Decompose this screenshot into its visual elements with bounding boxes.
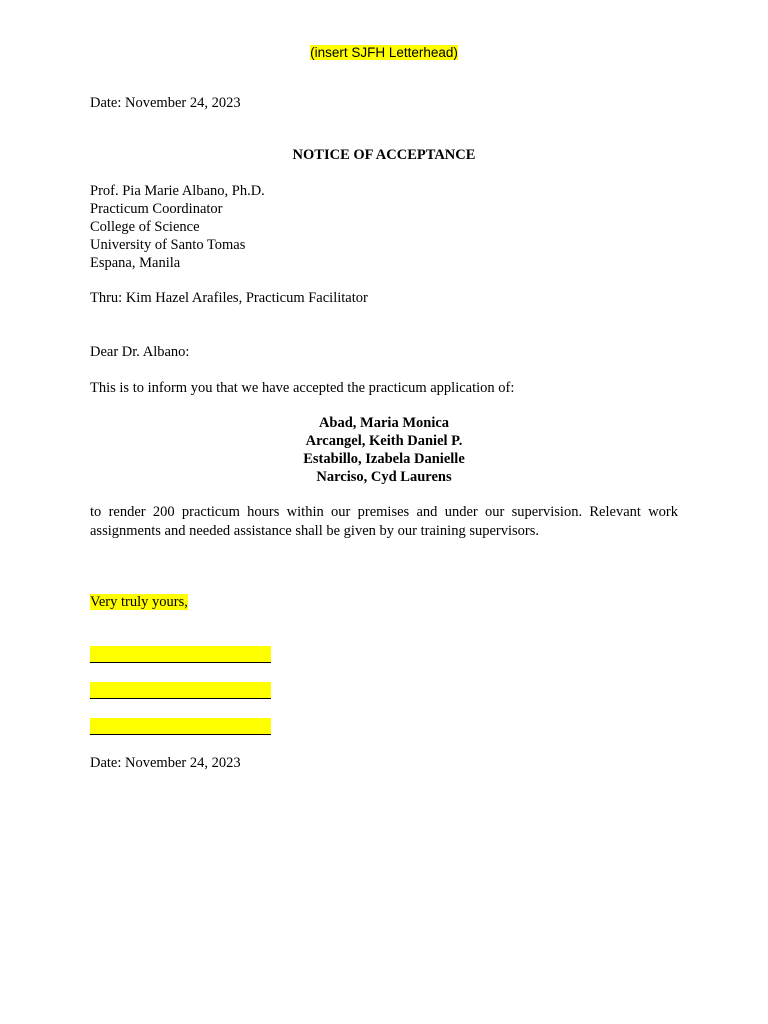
thru-line: Thru: Kim Hazel Arafiles, Practicum Facilitator	[90, 290, 368, 306]
document-title: NOTICE OF ACCEPTANCE	[292, 147, 476, 163]
body-paragraph: to render 200 practicum hours within our premises and under our supervision. Relevant work assignments and needed assistance shall be given by our training supervisors.	[90, 504, 678, 539]
letterhead-placeholder	[0, 44, 768, 62]
signature-line-3	[90, 718, 271, 735]
closing	[90, 593, 188, 611]
intro-text: This is to inform you that we have accepted the practicum application of:	[90, 380, 515, 396]
signature-line-2	[90, 682, 271, 699]
salutation: Dear Dr. Albano:	[90, 344, 190, 360]
student-name: Arcangel, Keith Daniel P.	[305, 433, 463, 449]
date-bottom: Date: November 24, 2023	[90, 755, 241, 771]
student-name: Abad, Maria Monica	[318, 415, 450, 431]
recipient-city: Espana, Manila	[90, 255, 181, 271]
student-name: Estabillo, Izabela Danielle	[303, 451, 465, 467]
recipient-university: University of Santo Tomas	[90, 237, 246, 253]
student-name: Narciso, Cyd Laurens	[316, 469, 452, 485]
signature-line-1	[90, 646, 271, 663]
closing-text: Very truly yours,	[90, 594, 188, 610]
letterhead-text: (insert SJFH Letterhead)	[310, 45, 458, 60]
recipient-name: Prof. Pia Marie Albano, Ph.D.	[90, 183, 265, 199]
recipient-address	[90, 182, 265, 272]
student-list	[90, 414, 678, 486]
recipient-position: Practicum Coordinator	[90, 201, 223, 217]
date-top: Date: November 24, 2023	[90, 95, 241, 111]
recipient-college: College of Science	[90, 219, 200, 235]
